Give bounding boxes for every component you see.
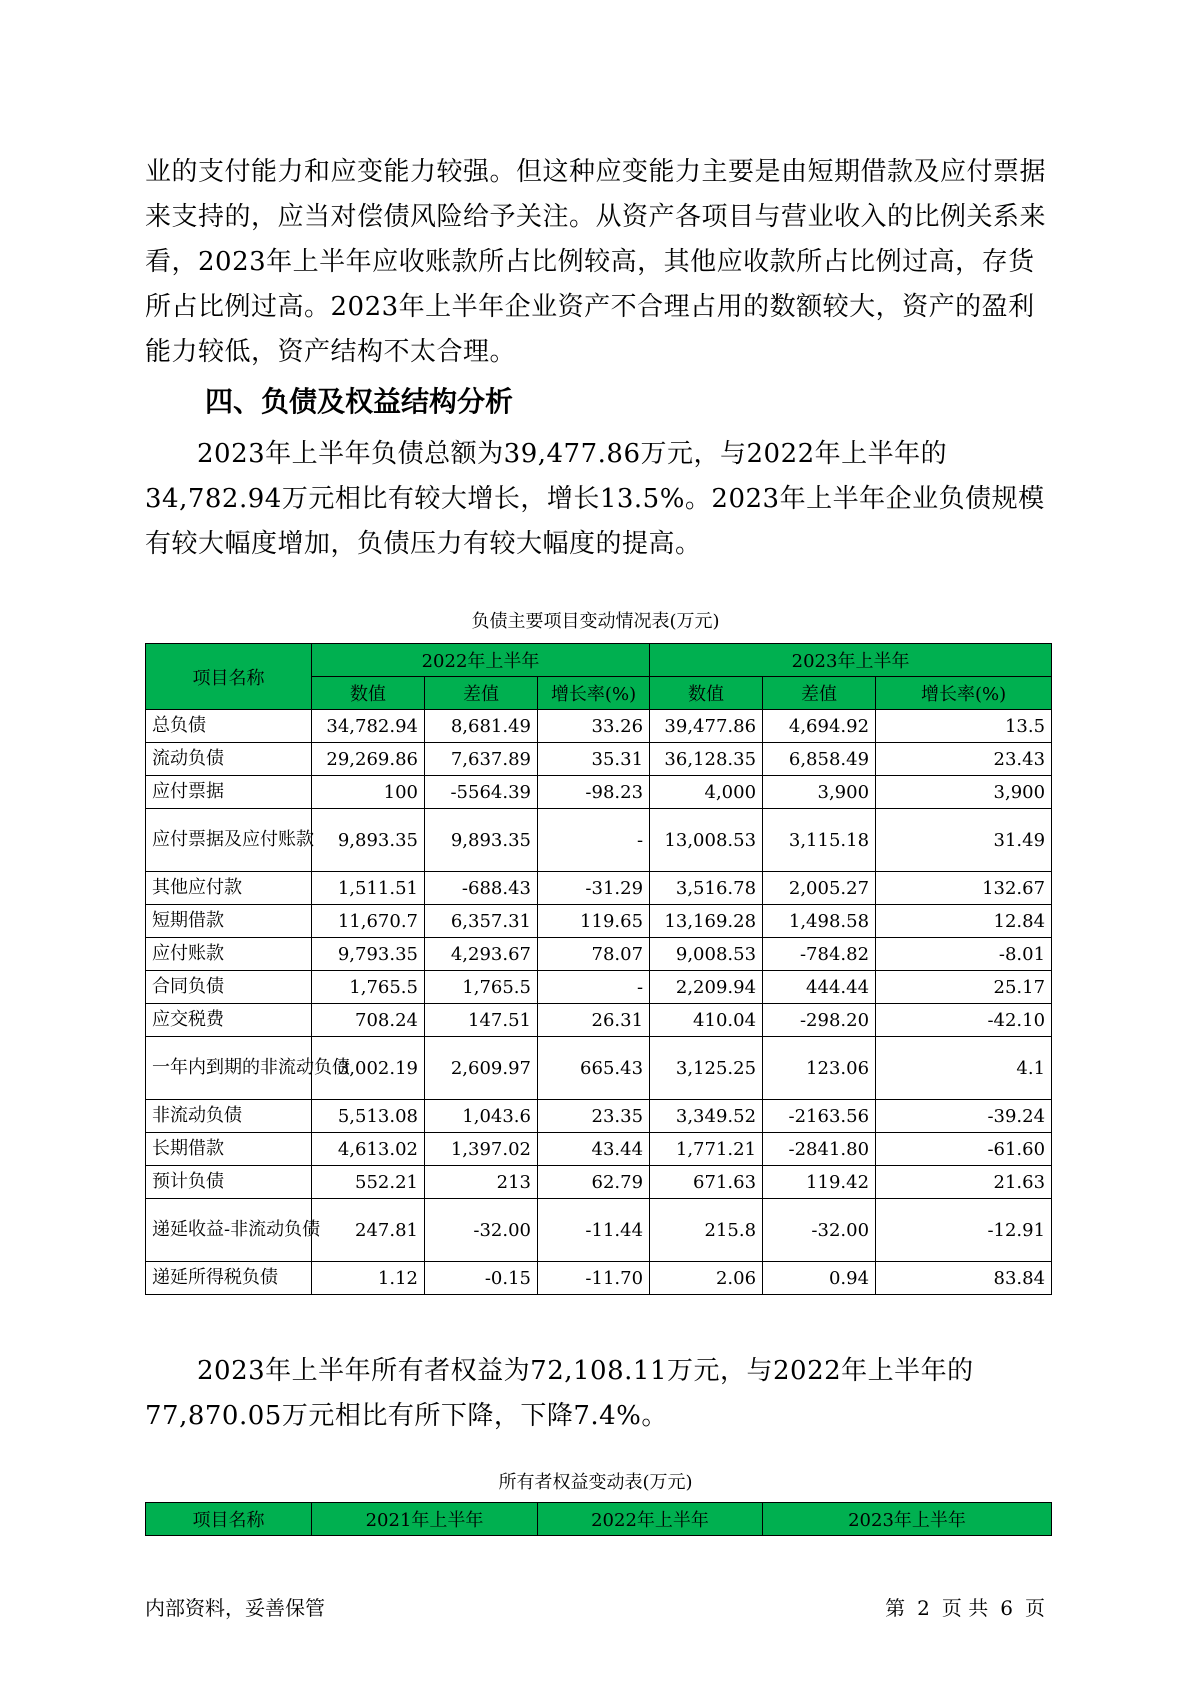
row-value-cell: -98.23 (538, 776, 650, 809)
row-value-cell: 36,128.35 (650, 743, 763, 776)
table-row (146, 1262, 1052, 1295)
row-value-cell: 1.12 (312, 1262, 425, 1295)
row-value-cell: 3,349.52 (650, 1100, 763, 1133)
row-value-cell: 39,477.86 (650, 710, 763, 743)
page-current: 2 (917, 1596, 930, 1620)
table-row (146, 743, 1052, 776)
row-value-cell: 12.84 (876, 905, 1052, 938)
row-value-cell: 119.42 (763, 1166, 876, 1199)
row-value-cell: 2,005.27 (763, 872, 876, 905)
row-value-cell: 9,793.35 (312, 938, 425, 971)
row-item-name: 应交税费 (146, 1004, 312, 1037)
liability-table-body (146, 710, 1052, 1295)
row-value-cell: 3,002.19 (312, 1037, 425, 1100)
row-value-cell: 9,893.35 (425, 809, 538, 872)
row-value-cell: -11.70 (538, 1262, 650, 1295)
row-value-cell: -298.20 (763, 1004, 876, 1037)
header-item-name: 项目名称 (146, 644, 312, 710)
row-value-cell: 4,613.02 (312, 1133, 425, 1166)
row-item-name: 递延收益-非流动负债 (146, 1199, 312, 1262)
row-item-name: 合同负债 (146, 971, 312, 1004)
row-value-cell: -2841.80 (763, 1133, 876, 1166)
row-item-name: 非流动负债 (146, 1100, 312, 1133)
row-value-cell: 43.44 (538, 1133, 650, 1166)
page-prefix: 第 (885, 1596, 906, 1620)
row-value-cell: 5,513.08 (312, 1100, 425, 1133)
row-value-cell: -61.60 (876, 1133, 1052, 1166)
row-value-cell: 13.5 (876, 710, 1052, 743)
row-value-cell: 23.43 (876, 743, 1052, 776)
page-total: 6 (1000, 1596, 1013, 1620)
equity-header-item-name: 项目名称 (146, 1503, 312, 1536)
row-value-cell: 13,169.28 (650, 905, 763, 938)
section-heading: 四、负债及权益结构分析 (205, 385, 514, 418)
row-value-cell: -2163.56 (763, 1100, 876, 1133)
row-value-cell: 6,858.49 (763, 743, 876, 776)
row-value-cell: 671.63 (650, 1166, 763, 1199)
row-item-name: 应付票据及应付账款 (146, 809, 312, 872)
table-row (146, 776, 1052, 809)
row-value-cell: -8.01 (876, 938, 1052, 971)
row-value-cell: - (538, 971, 650, 1004)
row-value-cell: 247.81 (312, 1199, 425, 1262)
row-value-cell: 119.65 (538, 905, 650, 938)
row-value-cell: 4,293.67 (425, 938, 538, 971)
row-item-name: 递延所得税负债 (146, 1262, 312, 1295)
header-value-2023: 数值 (650, 677, 763, 710)
row-value-cell: 9,893.35 (312, 809, 425, 872)
row-value-cell: 2.06 (650, 1262, 763, 1295)
table-row (146, 938, 1052, 971)
row-value-cell: 1,765.5 (425, 971, 538, 1004)
table1-caption: 负债主要项目变动情况表(万元) (471, 611, 720, 632)
row-value-cell: 1,511.51 (312, 872, 425, 905)
equity-header-2022: 2022年上半年 (538, 1503, 763, 1536)
table-row (146, 1037, 1052, 1100)
paragraph-equity-summary: 2023年上半年所有者权益为72,108.11万元，与2022年上半年的77,870.05万元相比有所下降，下降7.4%。 (145, 1356, 974, 1431)
row-value-cell: 665.43 (538, 1037, 650, 1100)
row-value-cell: 132.67 (876, 872, 1052, 905)
page-suffix: 页 (1025, 1596, 1045, 1620)
row-value-cell: 1,771.21 (650, 1133, 763, 1166)
row-value-cell: -12.91 (876, 1199, 1052, 1262)
row-value-cell: 3,115.18 (763, 809, 876, 872)
row-item-name: 长期借款 (146, 1133, 312, 1166)
header-value-2022: 数值 (312, 677, 425, 710)
header-group-2023: 2023年上半年 (650, 644, 1052, 677)
row-value-cell: 21.63 (876, 1166, 1052, 1199)
table-row (146, 1133, 1052, 1166)
row-value-cell: -32.00 (763, 1199, 876, 1262)
header-diff-2023: 差值 (763, 677, 876, 710)
table-row (146, 872, 1052, 905)
row-value-cell: 11,670.7 (312, 905, 425, 938)
row-value-cell: -42.10 (876, 1004, 1052, 1037)
row-item-name: 其他应付款 (146, 872, 312, 905)
row-value-cell: -688.43 (425, 872, 538, 905)
table-row (146, 1166, 1052, 1199)
row-value-cell: 0.94 (763, 1262, 876, 1295)
row-value-cell: 78.07 (538, 938, 650, 971)
liability-change-table (145, 643, 1052, 1295)
row-value-cell: 26.31 (538, 1004, 650, 1037)
equity-change-table (145, 1502, 1052, 1536)
header-growth-2023: 增长率(%) (876, 677, 1052, 710)
header-diff-2022: 差值 (425, 677, 538, 710)
paragraph-asset-structure: 业的支付能力和应变能力较强。但这种应变能力主要是由短期借款及应付票据来支持的，应当对偿债风险给予关注。从资产各项目与营业收入的比例关系来看，2023年上半年应收账款所占比例较高，其他应收款所占比例过高，存货所占比例过高。2023年上半年企业资产不合理占用的数额较大，资产的盈利能力较低，资产结构不太合理。 (145, 157, 1047, 367)
footer-page-number (879, 1595, 1051, 1621)
row-value-cell: 1,498.58 (763, 905, 876, 938)
row-value-cell: 31.49 (876, 809, 1052, 872)
row-item-name: 应付账款 (146, 938, 312, 971)
row-value-cell: 3,900 (763, 776, 876, 809)
table-row (146, 971, 1052, 1004)
row-value-cell: 9,008.53 (650, 938, 763, 971)
row-value-cell: 8,681.49 (425, 710, 538, 743)
row-value-cell: 1,765.5 (312, 971, 425, 1004)
row-value-cell: 62.79 (538, 1166, 650, 1199)
row-value-cell: 13,008.53 (650, 809, 763, 872)
row-value-cell: 4,000 (650, 776, 763, 809)
row-value-cell: 123.06 (763, 1037, 876, 1100)
row-value-cell: 4,694.92 (763, 710, 876, 743)
row-value-cell: 3,125.25 (650, 1037, 763, 1100)
table-row (146, 1004, 1052, 1037)
row-value-cell: 7,637.89 (425, 743, 538, 776)
row-item-name: 流动负债 (146, 743, 312, 776)
table-row (146, 1199, 1052, 1262)
row-value-cell: -784.82 (763, 938, 876, 971)
table-row (146, 710, 1052, 743)
row-value-cell: 552.21 (312, 1166, 425, 1199)
row-value-cell: 29,269.86 (312, 743, 425, 776)
row-value-cell: 708.24 (312, 1004, 425, 1037)
row-value-cell: 213 (425, 1166, 538, 1199)
row-value-cell: 83.84 (876, 1262, 1052, 1295)
row-item-name: 应付票据 (146, 776, 312, 809)
row-value-cell: 147.51 (425, 1004, 538, 1037)
row-value-cell: 6,357.31 (425, 905, 538, 938)
row-value-cell: 33.26 (538, 710, 650, 743)
header-group-2022: 2022年上半年 (312, 644, 650, 677)
row-value-cell: - (538, 809, 650, 872)
row-item-name: 总负债 (146, 710, 312, 743)
row-value-cell: -31.29 (538, 872, 650, 905)
row-value-cell: 3,516.78 (650, 872, 763, 905)
row-value-cell: 4.1 (876, 1037, 1052, 1100)
row-value-cell: -39.24 (876, 1100, 1052, 1133)
table-row (146, 905, 1052, 938)
row-value-cell: 410.04 (650, 1004, 763, 1037)
row-value-cell: -32.00 (425, 1199, 538, 1262)
row-value-cell: 1,397.02 (425, 1133, 538, 1166)
row-item-name: 一年内到期的非流动负债 (146, 1037, 312, 1100)
header-growth-2022: 增长率(%) (538, 677, 650, 710)
table-row (146, 809, 1052, 872)
row-value-cell: -5564.39 (425, 776, 538, 809)
equity-header-2021: 2021年上半年 (312, 1503, 538, 1536)
row-value-cell: -0.15 (425, 1262, 538, 1295)
paragraph-liability-summary: 2023年上半年负债总额为39,477.86万元，与2022年上半年的34,782.94万元相比有较大增长，增长13.5%。2023年上半年企业负债规模有较大幅度增加，负债压力有较大幅度的提高。 (145, 439, 1045, 559)
row-value-cell: 35.31 (538, 743, 650, 776)
row-value-cell: 25.17 (876, 971, 1052, 1004)
row-value-cell: 34,782.94 (312, 710, 425, 743)
row-value-cell: 100 (312, 776, 425, 809)
row-item-name: 预计负债 (146, 1166, 312, 1199)
row-value-cell: 1,043.6 (425, 1100, 538, 1133)
row-value-cell: 444.44 (763, 971, 876, 1004)
page-mid: 页 共 (941, 1596, 989, 1620)
row-value-cell: 23.35 (538, 1100, 650, 1133)
row-value-cell: -11.44 (538, 1199, 650, 1262)
table-row (146, 1100, 1052, 1133)
footer-confidential-note: 内部资料，妥善保管 (145, 1596, 325, 1620)
row-value-cell: 2,209.94 (650, 971, 763, 1004)
equity-header-2023: 2023年上半年 (763, 1503, 1052, 1536)
row-value-cell: 215.8 (650, 1199, 763, 1262)
row-item-name: 短期借款 (146, 905, 312, 938)
row-value-cell: 3,900 (876, 776, 1052, 809)
table2-caption: 所有者权益变动表(万元) (498, 1472, 693, 1493)
row-value-cell: 2,609.97 (425, 1037, 538, 1100)
